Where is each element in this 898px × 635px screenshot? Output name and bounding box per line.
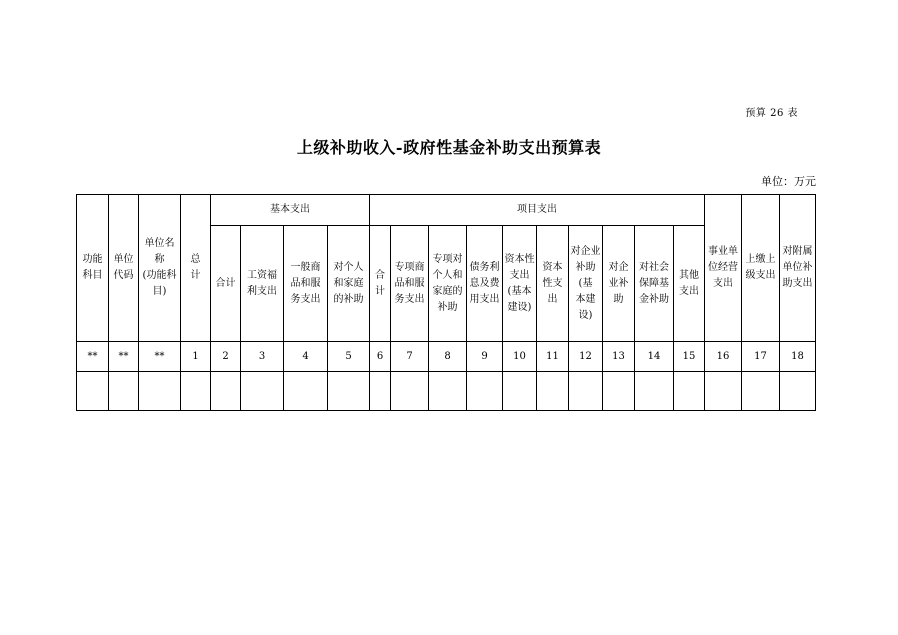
header-project-social-security-fund-subsidy: 对社会 保障基 金补助 bbox=[635, 226, 674, 342]
table-cell bbox=[429, 372, 467, 411]
header-project-enterprise-subsidy: 对企 业补 助 bbox=[603, 226, 635, 342]
table-cell bbox=[705, 372, 742, 411]
header-unit-name: 单位名称 (功能科 目) bbox=[139, 195, 181, 342]
budget-table bbox=[76, 194, 816, 411]
header-function-subject: 功能 科目 bbox=[77, 195, 109, 342]
header-group-project-expenditure: 项目支出 bbox=[370, 195, 705, 226]
unit-label: 单位：万元 bbox=[761, 175, 816, 188]
table-cell bbox=[328, 372, 370, 411]
table-cell bbox=[241, 372, 284, 411]
table-cell bbox=[467, 372, 503, 411]
table-cell: 6 bbox=[370, 342, 391, 372]
header-project-subtotal: 合 计 bbox=[370, 226, 391, 342]
table-cell: 15 bbox=[674, 342, 705, 372]
table-cell: 4 bbox=[284, 342, 328, 372]
table-cell: 13 bbox=[603, 342, 635, 372]
header-unit-code: 单位 代码 bbox=[109, 195, 139, 342]
header-group-basic-expenditure: 基本支出 bbox=[211, 195, 370, 226]
table-cell bbox=[780, 372, 816, 411]
header-total: 总 计 bbox=[181, 195, 211, 342]
header-project-enterprise-subsidy-infrastructure: 对企业 补助(基 本建设) bbox=[569, 226, 603, 342]
table-cell: 8 bbox=[429, 342, 467, 372]
header-project-capital-infrastructure: 资本性 支出 (基本 建设) bbox=[503, 226, 537, 342]
table-cell: 2 bbox=[211, 342, 241, 372]
header-basic-individual-household-subsidy: 对个人 和家庭 的补助 bbox=[328, 226, 370, 342]
table-cell bbox=[603, 372, 635, 411]
header-project-other: 其他 支出 bbox=[674, 226, 705, 342]
table-cell bbox=[109, 372, 139, 411]
page-title: 上级补助收入-政府性基金补助支出预算表 bbox=[296, 138, 602, 157]
table-cell bbox=[674, 372, 705, 411]
column-number-row bbox=[77, 342, 816, 372]
header-project-capital: 资本 性支 出 bbox=[537, 226, 569, 342]
table-cell: ** bbox=[77, 342, 109, 372]
table-cell bbox=[635, 372, 674, 411]
table-cell: 1 bbox=[181, 342, 211, 372]
table-cell bbox=[569, 372, 603, 411]
table-cell: 10 bbox=[503, 342, 537, 372]
header-project-individual-household-subsidy: 专项对 个人和 家庭的 补助 bbox=[429, 226, 467, 342]
table-cell bbox=[370, 372, 391, 411]
table-cell bbox=[537, 372, 569, 411]
table-cell: 5 bbox=[328, 342, 370, 372]
table-cell: 17 bbox=[742, 342, 780, 372]
table-cell bbox=[391, 372, 429, 411]
table-cell: 14 bbox=[635, 342, 674, 372]
table-cell bbox=[181, 372, 211, 411]
table-cell bbox=[77, 372, 109, 411]
table-cell: 9 bbox=[467, 342, 503, 372]
header-project-debt-interest: 债务利 息及费 用支出 bbox=[467, 226, 503, 342]
table-cell bbox=[139, 372, 181, 411]
header-remit-to-superior: 上缴上 级支出 bbox=[742, 195, 780, 342]
table-cell: ** bbox=[139, 342, 181, 372]
header-basic-subtotal: 合计 bbox=[211, 226, 241, 342]
table-cell: 11 bbox=[537, 342, 569, 372]
header-basic-goods-services: 一般商 品和服 务支出 bbox=[284, 226, 328, 342]
table-cell bbox=[503, 372, 537, 411]
header-project-goods-services: 专项商 品和服 务支出 bbox=[391, 226, 429, 342]
header-subsidy-to-affiliated-units: 对附属 单位补 助支出 bbox=[780, 195, 816, 342]
header-public-institution-operating: 事业单 位经营 支出 bbox=[705, 195, 742, 342]
table-cell: 12 bbox=[569, 342, 603, 372]
table-cell: 18 bbox=[780, 342, 816, 372]
table-cell: 3 bbox=[241, 342, 284, 372]
table-cell bbox=[742, 372, 780, 411]
table-cell: ** bbox=[109, 342, 139, 372]
table-cell bbox=[284, 372, 328, 411]
table-cell: 7 bbox=[391, 342, 429, 372]
header-basic-wages-benefits: 工资福 利支出 bbox=[241, 226, 284, 342]
table-cell: 16 bbox=[705, 342, 742, 372]
table-cell bbox=[211, 372, 241, 411]
form-number: 预算 26 表 bbox=[745, 108, 798, 119]
table-row bbox=[77, 372, 816, 411]
